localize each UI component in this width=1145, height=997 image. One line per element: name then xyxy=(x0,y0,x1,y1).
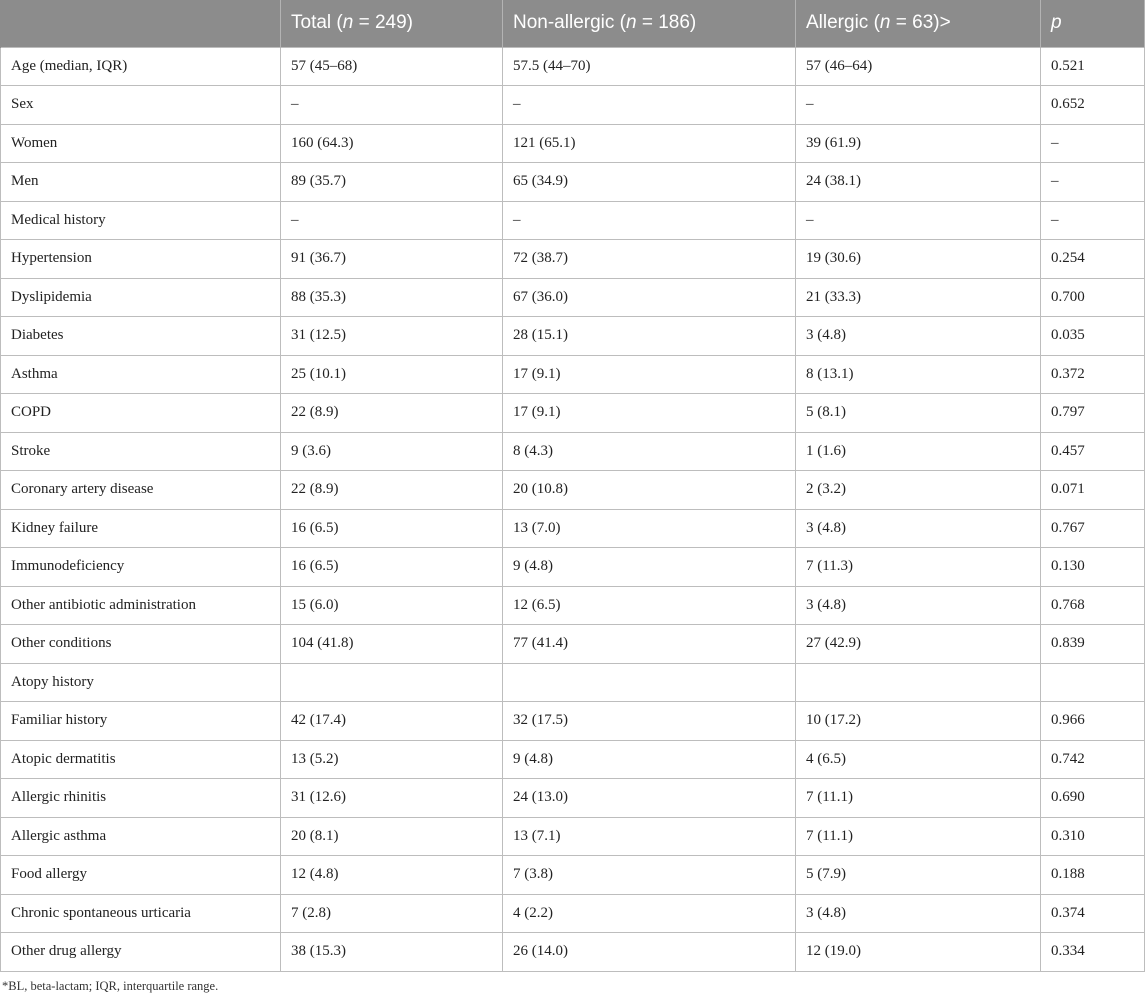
table-row xyxy=(1,817,1145,856)
total-cell: 9 (3.6) xyxy=(281,432,503,471)
allergic-cell: 7 (11.1) xyxy=(796,779,1041,818)
allergic-cell: 12 (19.0) xyxy=(796,933,1041,972)
row-label: Other conditions xyxy=(1,625,281,664)
row-label: Medical history xyxy=(1,201,281,240)
total-cell: 13 (5.2) xyxy=(281,740,503,779)
total-cell: 20 (8.1) xyxy=(281,817,503,856)
total-cell: 22 (8.9) xyxy=(281,394,503,433)
p-value-cell: 0.188 xyxy=(1041,856,1145,895)
table-header xyxy=(1,0,1145,47)
row-label: Atopy history xyxy=(1,663,281,702)
allergic-cell: 39 (61.9) xyxy=(796,124,1041,163)
total-cell: 91 (36.7) xyxy=(281,240,503,279)
p-value-cell: 0.374 xyxy=(1041,894,1145,933)
allergic-cell: 21 (33.3) xyxy=(796,278,1041,317)
total-cell: 7 (2.8) xyxy=(281,894,503,933)
total-cell: 25 (10.1) xyxy=(281,355,503,394)
row-label: Men xyxy=(1,163,281,202)
header-allergic-n: n xyxy=(879,12,891,34)
p-value-cell: 0.310 xyxy=(1041,817,1145,856)
p-value-cell: 0.797 xyxy=(1041,394,1145,433)
row-label: Sex xyxy=(1,86,281,125)
total-cell: 12 (4.8) xyxy=(281,856,503,895)
p-value-cell: 0.130 xyxy=(1041,548,1145,587)
non-allergic-cell: 57.5 (44–70) xyxy=(503,47,796,86)
table-row xyxy=(1,432,1145,471)
total-cell: – xyxy=(281,86,503,125)
header-total xyxy=(281,0,503,47)
table-row xyxy=(1,509,1145,548)
total-cell: 31 (12.5) xyxy=(281,317,503,356)
header-label-column xyxy=(1,0,281,47)
table-row xyxy=(1,124,1145,163)
p-value-cell: 0.521 xyxy=(1041,47,1145,86)
table-row xyxy=(1,201,1145,240)
p-value-cell: 0.690 xyxy=(1041,779,1145,818)
row-label: Allergic asthma xyxy=(1,817,281,856)
row-label: Immunodeficiency xyxy=(1,548,281,587)
p-value-cell: 0.652 xyxy=(1041,86,1145,125)
p-value-cell: – xyxy=(1041,163,1145,202)
table-row xyxy=(1,163,1145,202)
allergic-cell: 27 (42.9) xyxy=(796,625,1041,664)
p-value-cell xyxy=(1041,663,1145,702)
p-value-cell: 0.742 xyxy=(1041,740,1145,779)
p-value-cell: – xyxy=(1041,201,1145,240)
table-row xyxy=(1,240,1145,279)
allergic-cell: 19 (30.6) xyxy=(796,240,1041,279)
total-cell: 31 (12.6) xyxy=(281,779,503,818)
non-allergic-cell: 13 (7.1) xyxy=(503,817,796,856)
table-row xyxy=(1,278,1145,317)
row-label: Other antibiotic administration xyxy=(1,586,281,625)
total-cell xyxy=(281,663,503,702)
allergic-cell: 3 (4.8) xyxy=(796,509,1041,548)
table-row xyxy=(1,471,1145,510)
header-p-value: p xyxy=(1041,0,1145,47)
row-label: Age (median, IQR) xyxy=(1,47,281,86)
p-value-cell: 0.767 xyxy=(1041,509,1145,548)
header-non-allergic-n: n xyxy=(625,12,637,34)
table-row xyxy=(1,663,1145,702)
allergic-cell: 7 (11.1) xyxy=(796,817,1041,856)
table-row xyxy=(1,702,1145,741)
non-allergic-cell xyxy=(503,663,796,702)
allergic-cell: – xyxy=(796,201,1041,240)
row-label: Food allergy xyxy=(1,856,281,895)
non-allergic-cell: 13 (7.0) xyxy=(503,509,796,548)
allergic-cell: 10 (17.2) xyxy=(796,702,1041,741)
p-value-cell: 0.071 xyxy=(1041,471,1145,510)
row-label: Other drug allergy xyxy=(1,933,281,972)
non-allergic-cell: 12 (6.5) xyxy=(503,586,796,625)
p-value-cell: 0.700 xyxy=(1041,278,1145,317)
header-total-n: n xyxy=(342,12,354,34)
p-value-cell: 0.372 xyxy=(1041,355,1145,394)
table-row xyxy=(1,317,1145,356)
non-allergic-cell: 65 (34.9) xyxy=(503,163,796,202)
table-footnote: *BL, beta-lactam; IQR, interquartile range. xyxy=(2,978,219,993)
non-allergic-cell: 121 (65.1) xyxy=(503,124,796,163)
header-non-allergic xyxy=(503,0,796,47)
header-allergic-text: Allergic ( xyxy=(806,12,880,34)
total-cell: 89 (35.7) xyxy=(281,163,503,202)
table-row xyxy=(1,933,1145,972)
non-allergic-cell: – xyxy=(503,201,796,240)
allergic-cell: 24 (38.1) xyxy=(796,163,1041,202)
row-label: Asthma xyxy=(1,355,281,394)
p-value-cell: 0.839 xyxy=(1041,625,1145,664)
table-row xyxy=(1,779,1145,818)
row-label: Kidney failure xyxy=(1,509,281,548)
header-allergic-count: = 63)> xyxy=(890,12,951,34)
p-value-cell: – xyxy=(1041,124,1145,163)
total-cell: 16 (6.5) xyxy=(281,509,503,548)
row-label: Stroke xyxy=(1,432,281,471)
allergic-cell: 3 (4.8) xyxy=(796,317,1041,356)
non-allergic-cell: 77 (41.4) xyxy=(503,625,796,664)
non-allergic-cell: 32 (17.5) xyxy=(503,702,796,741)
table-row xyxy=(1,86,1145,125)
row-label: Dyslipidemia xyxy=(1,278,281,317)
total-cell: 42 (17.4) xyxy=(281,702,503,741)
total-cell: 15 (6.0) xyxy=(281,586,503,625)
row-label: Diabetes xyxy=(1,317,281,356)
non-allergic-cell: 9 (4.8) xyxy=(503,548,796,587)
table-body xyxy=(1,47,1145,971)
table-row xyxy=(1,586,1145,625)
row-label: Allergic rhinitis xyxy=(1,779,281,818)
non-allergic-cell: 28 (15.1) xyxy=(503,317,796,356)
table-row xyxy=(1,894,1145,933)
allergic-cell: 8 (13.1) xyxy=(796,355,1041,394)
allergic-cell: 57 (46–64) xyxy=(796,47,1041,86)
p-value-cell: 0.254 xyxy=(1041,240,1145,279)
header-non-allergic-count: = 186) xyxy=(636,12,697,34)
header-total-text: Total ( xyxy=(291,12,343,34)
total-cell: 57 (45–68) xyxy=(281,47,503,86)
table-row xyxy=(1,625,1145,664)
row-label: Coronary artery disease xyxy=(1,471,281,510)
allergic-cell: 5 (8.1) xyxy=(796,394,1041,433)
allergic-cell: – xyxy=(796,86,1041,125)
row-label: Hypertension xyxy=(1,240,281,279)
non-allergic-cell: 7 (3.8) xyxy=(503,856,796,895)
non-allergic-cell: – xyxy=(503,86,796,125)
row-label: Women xyxy=(1,124,281,163)
allergic-cell: 1 (1.6) xyxy=(796,432,1041,471)
table-row xyxy=(1,856,1145,895)
allergic-cell: 4 (6.5) xyxy=(796,740,1041,779)
allergic-cell xyxy=(796,663,1041,702)
table-row xyxy=(1,47,1145,86)
p-value-cell: 0.334 xyxy=(1041,933,1145,972)
non-allergic-cell: 24 (13.0) xyxy=(503,779,796,818)
total-cell: 104 (41.8) xyxy=(281,625,503,664)
table-row xyxy=(1,355,1145,394)
non-allergic-cell: 9 (4.8) xyxy=(503,740,796,779)
allergic-cell: 3 (4.8) xyxy=(796,586,1041,625)
header-non-allergic-text: Non-allergic ( xyxy=(513,12,626,34)
non-allergic-cell: 20 (10.8) xyxy=(503,471,796,510)
non-allergic-cell: 26 (14.0) xyxy=(503,933,796,972)
table-row xyxy=(1,740,1145,779)
row-label: Atopic dermatitis xyxy=(1,740,281,779)
non-allergic-cell: 8 (4.3) xyxy=(503,432,796,471)
p-value-cell: 0.966 xyxy=(1041,702,1145,741)
non-allergic-cell: 17 (9.1) xyxy=(503,355,796,394)
allergic-cell: 5 (7.9) xyxy=(796,856,1041,895)
header-total-count: = 249) xyxy=(353,12,414,34)
p-value-cell: 0.457 xyxy=(1041,432,1145,471)
total-cell: 38 (15.3) xyxy=(281,933,503,972)
header-row xyxy=(1,0,1145,47)
row-label: Familiar history xyxy=(1,702,281,741)
non-allergic-cell: 72 (38.7) xyxy=(503,240,796,279)
total-cell: 160 (64.3) xyxy=(281,124,503,163)
p-value-cell: 0.035 xyxy=(1041,317,1145,356)
allergic-cell: 7 (11.3) xyxy=(796,548,1041,587)
allergic-cell: 2 (3.2) xyxy=(796,471,1041,510)
non-allergic-cell: 67 (36.0) xyxy=(503,278,796,317)
total-cell: 22 (8.9) xyxy=(281,471,503,510)
row-label: Chronic spontaneous urticaria xyxy=(1,894,281,933)
row-label: COPD xyxy=(1,394,281,433)
table-row xyxy=(1,394,1145,433)
table-row xyxy=(1,548,1145,587)
total-cell: 88 (35.3) xyxy=(281,278,503,317)
non-allergic-cell: 4 (2.2) xyxy=(503,894,796,933)
p-value-cell: 0.768 xyxy=(1041,586,1145,625)
allergic-cell: 3 (4.8) xyxy=(796,894,1041,933)
total-cell: – xyxy=(281,201,503,240)
header-allergic xyxy=(796,0,1041,47)
total-cell: 16 (6.5) xyxy=(281,548,503,587)
non-allergic-cell: 17 (9.1) xyxy=(503,394,796,433)
